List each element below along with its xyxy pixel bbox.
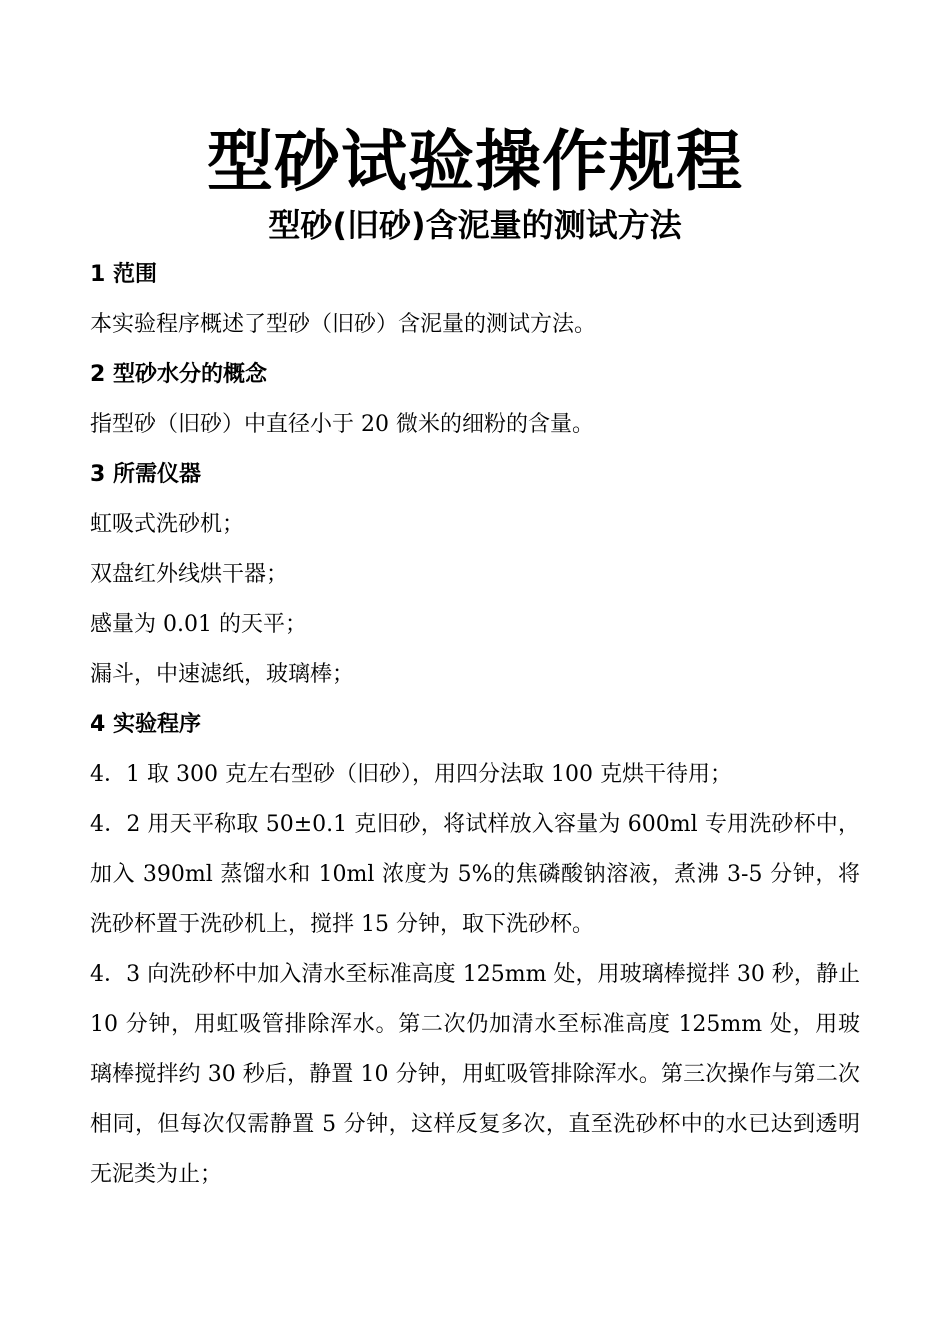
section-paragraph: 指型砂（旧砂）中直径小于 20 微米的细粉的含量。 xyxy=(90,412,594,437)
instrument-item: 漏斗，中速滤纸，玻璃棒； xyxy=(90,662,355,687)
section-heading: 1 范围 xyxy=(90,262,157,287)
section-heading: 3 所需仪器 xyxy=(90,462,201,487)
section-heading: 2 型砂水分的概念 xyxy=(90,362,267,387)
document-body xyxy=(90,250,860,1200)
document-title: 型砂试验操作规程 xyxy=(207,123,743,200)
section-procedure xyxy=(90,700,860,1200)
section-paragraph: 本实验程序概述了型砂（旧砂）含泥量的测试方法。 xyxy=(90,312,597,337)
section-concept xyxy=(90,350,860,450)
procedure-step: 4．3 向洗砂杯中加入清水至标准高度 125mm 处，用玻璃棒搅拌 30 秒，静止 10 分钟，用虹吸管排除浑水。第二次仍加清水至标准高度 125mm 处，用玻璃棒搅拌约 30 秒后，静置 10 分钟，用虹吸管排除浑水。第三次操作与第二次相同，但每次仅需静置 5 分钟，这样反复多次，直至洗砂杯中的水已达到透明无泥类为止； xyxy=(90,962,860,1187)
procedure-step: 4．2 用天平称取 50±0.1 克旧砂，将试样放入容量为 600ml 专用洗砂杯中，加入 390ml 蒸馏水和 10ml 浓度为 5%的焦磷酸钠溶液，煮沸 3-5 分钟，将洗砂杯置于洗砂机上，搅拌 15 分钟，取下洗砂杯。 xyxy=(90,812,861,937)
procedure-step: 4．1 取 300 克左右型砂（旧砂），用四分法取 100 克烘干待用； xyxy=(90,762,732,787)
instrument-item: 感量为 0.01 的天平； xyxy=(90,612,307,637)
section-instruments xyxy=(90,450,860,700)
section-scope xyxy=(90,250,860,350)
document-subtitle: 型砂(旧砂)含泥量的测试方法 xyxy=(268,206,682,244)
instrument-item: 双盘红外线烘干器； xyxy=(90,562,289,587)
instrument-item: 虹吸式洗砂机； xyxy=(90,512,245,537)
section-heading: 4 实验程序 xyxy=(90,712,201,737)
